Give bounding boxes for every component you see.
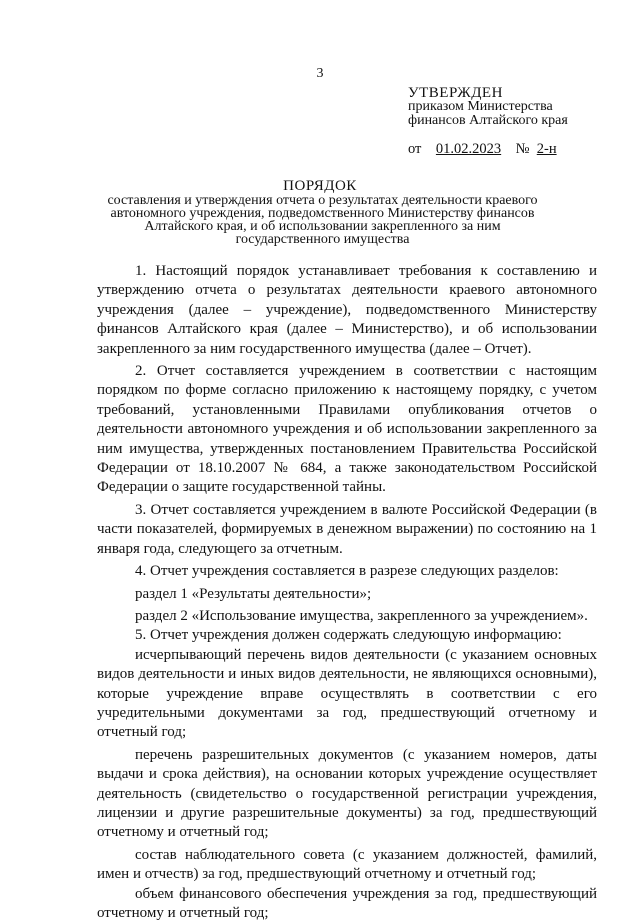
list-item-activities: исчерпывающий перечень видов деятельности (с указанием основных видов деятельности и иных видов деятельности, не являющихся основными), которые учреждение вправе осуществлять в соответствии с его учредительными документами за год, предшествующий отчетному и отчетный год; <box>97 646 597 741</box>
decree-number-label: № <box>515 141 530 157</box>
approval-block <box>408 86 633 128</box>
paragraph-3: 3. Отчет составляется учреждением в валюте Российской Федерации (в части показателей, формируемых в денежном выражении) по состоянию на 1 января года, следующего за отчетным. <box>97 501 597 557</box>
paragraph-1: 1. Настоящий порядок устанавливает требования к составлению и утверждению отчета о результатах деятельности краевого автономного учреждения (далее – учреждение), подведомственного Министерству финансов Алтайского края (далее – Министерство), и об использовании закрепленного за ним государственного имущества (далее – Отчет). <box>97 263 597 357</box>
paragraph-2: 2. Отчет составляется учреждением в соответствии с настоящим порядком по форме согласно приложению к настоящему порядку, с учетом требований, установленными Правилами опубликования отчетов о деятельности автономного учреждения и об использовании закрепленного за ним имущества, утвержденных постановлением Правительства Российской Федерации от 18.10.2007 № 684, а также законодательством Российской Федерации о защите государственной тайны. <box>97 363 597 496</box>
approval-line-1: приказом Министерства <box>408 99 553 114</box>
decree-number: 2-н <box>536 141 557 157</box>
section-2-item: раздел 2 «Использование имущества, закрепленного за учреждением». <box>135 607 588 624</box>
page-number: 3 <box>316 66 324 81</box>
section-1-item: раздел 1 «Результаты деятельности»; <box>135 585 372 602</box>
decree-line <box>408 141 557 158</box>
document-body <box>97 262 597 923</box>
document-subtitle: составления и утверждения отчета о результатах деятельности краевого автономного учреждения, подведомственного Министерству финансов Алтайского края, и об использовании закрепленного за ним государственного имущества <box>107 193 538 247</box>
approval-heading: УТВЕРЖДЕН <box>408 85 503 101</box>
decree-from-label: от <box>408 141 422 157</box>
approval-line-2: финансов Алтайского края <box>408 113 568 128</box>
list-item-permits: перечень разрешительных документов (с указанием номеров, даты выдачи и срока действия), на основании которых учреждение осуществляет деятельность (свидетельство о государственной регистрации учреждения, лицензии и другие разрешительные документы) за год, предшествующий отчетному и отчетный год; <box>97 746 597 841</box>
paragraph-4: 4. Отчет учреждения составляется в разрезе следующих разделов: <box>135 563 559 580</box>
list-item-board: состав наблюдательного совета (с указанием должностей, фамилий, имен и отчеств) за год, предшествующий отчетному и отчетный год; <box>97 846 597 883</box>
list-item-financing: объем финансового обеспечения учреждения за год, предшествующий отчетному и отчетный год; <box>97 885 597 921</box>
paragraph-5: 5. Отчет учреждения должен содержать следующую информацию: <box>135 627 562 644</box>
document-title: ПОРЯДОК <box>283 178 357 194</box>
decree-date: 01.02.2023 <box>435 141 502 157</box>
